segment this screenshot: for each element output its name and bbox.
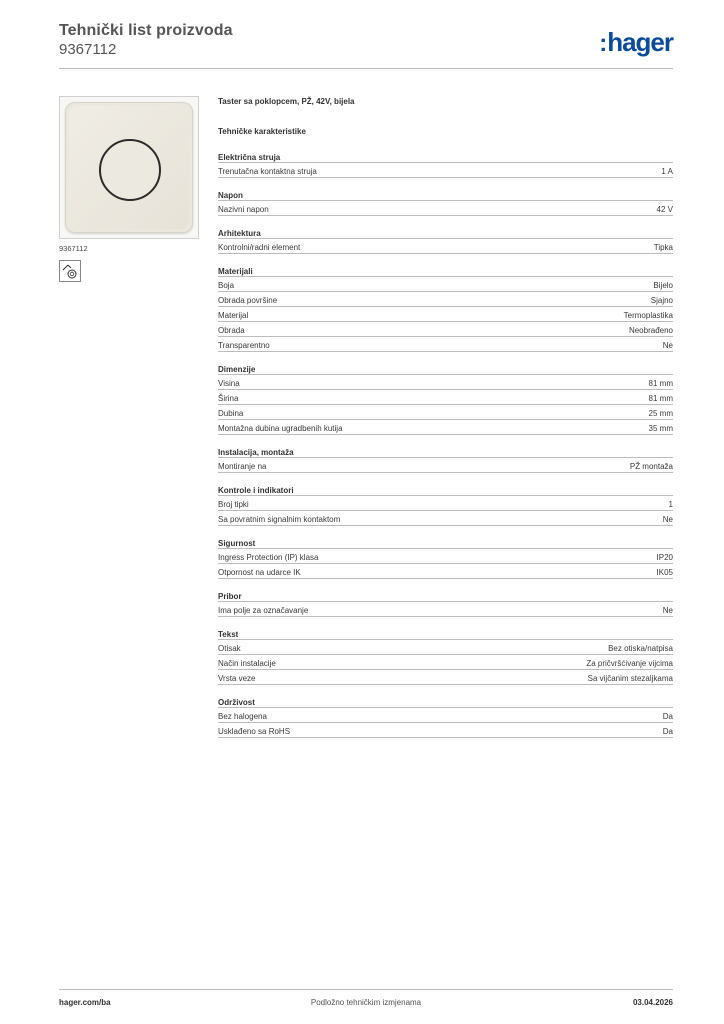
spec-value: Ne (662, 341, 673, 350)
spec-row (218, 239, 673, 254)
logo-text: hager (607, 27, 673, 57)
footer-disclaimer: Podložno tehničkim izmjenama (310, 998, 422, 1007)
spec-section (218, 628, 673, 685)
spec-row (218, 201, 673, 216)
spec-section (218, 363, 673, 435)
spec-section (218, 537, 673, 579)
section-title: Sigurnost (218, 537, 673, 549)
spec-value: 42 V (656, 205, 673, 214)
spec-section (218, 227, 673, 254)
spec-value: Neobrađeno (628, 326, 673, 335)
spec-value: 1 A (661, 167, 673, 176)
spec-label: Bez halogena (218, 712, 267, 721)
spec-section (218, 151, 673, 178)
section-title: Napon (218, 189, 673, 201)
header-divider (59, 68, 673, 69)
spec-row (218, 496, 673, 511)
spec-row (218, 337, 673, 352)
spec-row (218, 564, 673, 579)
spec-row (218, 723, 673, 738)
spec-value: Termoplastika (623, 311, 673, 320)
spec-row (218, 708, 673, 723)
section-title: Održivost (218, 696, 673, 708)
spec-value: Za pričvršćivanje vijcima (586, 659, 673, 668)
spec-value: 81 mm (648, 379, 673, 388)
spec-label: Dubina (218, 409, 244, 418)
image-caption: 9367112 (59, 244, 88, 253)
logo-dots: : (599, 30, 607, 57)
spec-row (218, 277, 673, 292)
spec-label: Materijal (218, 311, 249, 320)
spec-label: Montažna dubina ugradbenih kutija (218, 424, 343, 433)
spec-row (218, 655, 673, 670)
spec-section (218, 696, 673, 738)
spec-value: Da (662, 727, 673, 736)
spec-label: Boja (218, 281, 235, 290)
spec-label: Ima polje za označavanje (218, 606, 309, 615)
product-visual-column (59, 96, 199, 282)
document-title: Tehnički list proizvoda (59, 22, 233, 39)
spec-row (218, 163, 673, 178)
spec-value: Bijelo (653, 281, 673, 290)
section-title: Tekst (218, 628, 673, 640)
spec-value: Ne (662, 515, 673, 524)
spec-value: Sa vijčanim stezaljkama (587, 674, 673, 683)
spec-label: Broj tipki (218, 500, 249, 509)
spec-row (218, 549, 673, 564)
spec-row (218, 390, 673, 405)
spec-label: Otpornost na udarce IK (218, 568, 301, 577)
spec-row (218, 322, 673, 337)
spec-label: Trenutačna kontaktna struja (218, 167, 317, 176)
spec-section (218, 484, 673, 526)
spec-label: Usklađeno sa RoHS (218, 727, 291, 736)
spec-label: Vrsta veze (218, 674, 256, 683)
footer-divider (59, 989, 673, 990)
spec-value: 81 mm (648, 394, 673, 403)
section-title: Kontrole i indikatori (218, 484, 673, 496)
section-title: Materijali (218, 265, 673, 277)
spec-label: Nazivni napon (218, 205, 269, 214)
document-number: 9367112 (59, 41, 117, 58)
section-title: Dimenzije (218, 363, 673, 375)
section-title: Arhitektura (218, 227, 673, 239)
spec-row (218, 292, 673, 307)
spec-label: Širina (218, 394, 239, 403)
spec-row (218, 420, 673, 435)
spec-label: Način instalacije (218, 659, 276, 668)
section-title: Instalacija, montaža (218, 446, 673, 458)
spec-label: Ingress Protection (IP) klasa (218, 553, 319, 562)
spec-section (218, 590, 673, 617)
spec-label: Visina (218, 379, 240, 388)
spec-value: IP20 (656, 553, 673, 562)
page-footer (59, 998, 673, 1010)
spec-label: Montiranje na (218, 462, 267, 471)
spec-label: Obrada (218, 326, 245, 335)
section-title: Pribor (218, 590, 673, 602)
spec-value: Tipka (653, 243, 673, 252)
characteristics-title: Tehničke karakteristike (218, 127, 306, 136)
switch-plate (65, 102, 193, 233)
page-header (59, 20, 673, 70)
spec-row (218, 307, 673, 322)
spec-value: Bez otiska/natpisa (608, 644, 673, 653)
spec-value: 25 mm (648, 409, 673, 418)
hager-logo (599, 27, 673, 58)
spec-value: Sjajno (650, 296, 673, 305)
spec-value: IK05 (656, 568, 673, 577)
section-title: Električna struja (218, 151, 673, 163)
spec-label: Transparentno (218, 341, 270, 350)
spec-value: Da (662, 712, 673, 721)
product-name: Taster sa poklopcem, PŽ, 42V, bijela (218, 97, 355, 106)
spec-row (218, 511, 673, 526)
specification-sections (218, 151, 673, 738)
spec-value: Ne (662, 606, 673, 615)
spec-value: 35 mm (648, 424, 673, 433)
spec-label: Kontrolni/radni element (218, 243, 301, 252)
spec-section (218, 189, 673, 216)
specifications-content (218, 96, 673, 749)
spec-value: PŽ montaža (629, 462, 673, 471)
spec-value: 1 (668, 500, 673, 509)
spec-label: Sa povratnim signalnim kontaktom (218, 515, 341, 524)
spec-section (218, 446, 673, 473)
footer-date: 03.04.2026 (632, 998, 673, 1007)
footer-website: hager.com/ba (59, 998, 111, 1007)
spec-row (218, 640, 673, 655)
spec-row (218, 602, 673, 617)
spec-label: Otisak (218, 644, 241, 653)
spec-label: Obrada površine (218, 296, 278, 305)
push-button-symbol-icon (59, 260, 81, 282)
push-button-ring (99, 139, 161, 201)
spec-section (218, 265, 673, 352)
spec-row (218, 458, 673, 473)
product-image (59, 96, 199, 239)
spec-row (218, 405, 673, 420)
spec-row (218, 375, 673, 390)
spec-row (218, 670, 673, 685)
